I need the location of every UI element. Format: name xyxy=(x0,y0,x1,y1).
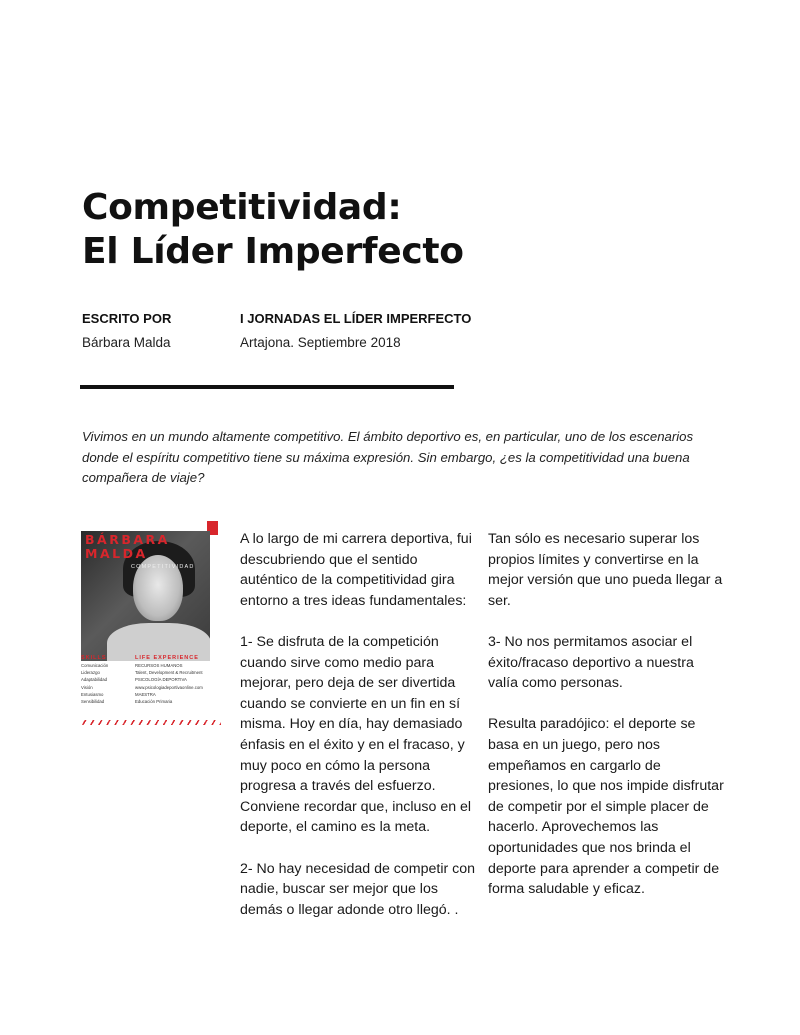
cv-name-line-1: BÁRBARA xyxy=(85,532,170,547)
cv-experience-item: MAESTRA xyxy=(135,691,156,697)
body-paragraph: Tan sólo es necesario superar los propios límites y convertirse en la mejor versión que uno pueda llegar a ser. xyxy=(488,531,723,609)
cv-name-line-2: MALDA xyxy=(85,546,148,561)
author-name: Bárbara Malda xyxy=(82,335,171,350)
cv-skills xyxy=(81,654,108,705)
author-block xyxy=(82,310,171,352)
cv-skill-item: Liderazgo xyxy=(81,670,100,676)
cv-experience-item: Educación Primaria xyxy=(135,699,173,705)
body-paragraph: 2- No hay necesidad de competir con nadie, buscar ser mejor que los demás o llegar adonde otro llegó. . xyxy=(240,860,476,918)
cv-name xyxy=(85,533,170,561)
body-paragraph: Resulta paradójico: el deporte se basa en un juego, pero nos empeñamos en cargarlo de presiones, lo que nos impide disfrutar de competir por el simple placer de hacerlo. Aprovechemos las oportunidades que nos brinda el deporte para aprender a competir de forma saludable y eficaz. xyxy=(488,716,724,898)
cv-skills-heading: SKILLS xyxy=(81,655,107,661)
cv-skill-item: Adaptabilidad xyxy=(81,677,108,683)
cv-skill-item: Entusiasmo xyxy=(81,691,104,697)
cv-skill-item: Visión xyxy=(81,684,93,690)
divider-rule xyxy=(80,385,454,389)
cv-experience xyxy=(135,654,203,705)
column-middle xyxy=(240,529,478,941)
cv-experience-item: Talent, Development & Recruitment xyxy=(135,670,203,676)
cv-stripes xyxy=(81,720,221,725)
title-line-2: El Líder Imperfecto xyxy=(82,231,464,272)
cv-experience-item: PSICOLOGÍA DEPORTIVA xyxy=(135,677,187,683)
cv-experience-heading: LIFE EXPERIENCE xyxy=(135,655,199,661)
body-paragraph: A lo largo de mi carrera deportiva, fui descubriendo que el sentido auténtico de la competitividad gira entorno a tres ideas fundamentales: xyxy=(240,531,472,609)
cv-experience-item: www.psicologiadeportivaonline.com xyxy=(135,684,203,690)
event-block xyxy=(240,310,471,352)
cv-skill-item: Comunicación xyxy=(81,663,109,668)
column-right xyxy=(488,529,726,920)
cv-subtitle: COMPETITIVIDAD xyxy=(131,564,195,570)
body-paragraph: 1- Se disfruta de la competición cuando sirve como medio para mejorar, pero deja de ser divertida cuando se convierte en un fin en sí misma. Hoy en día, hay demasiado énfasis en el éxito y en el fracaso, y muy poco en cómo la persona progresa a través del esfuerzo. Conviene recordar que, incluso en el deporte, el camino es la meta. xyxy=(240,633,472,836)
page-title xyxy=(82,186,464,274)
body-paragraph: 3- No nos permitamos asociar el éxito/fracaso deportivo a nuestra valía como personas. xyxy=(488,633,694,692)
author-label: ESCRITO POR xyxy=(82,311,172,326)
cv-image xyxy=(79,521,223,726)
cv-experience-item: RECURSOS HUMANOS xyxy=(135,663,183,668)
event-detail: Artajona. Septiembre 2018 xyxy=(240,335,401,350)
title-line-1: Competitividad: xyxy=(82,187,402,228)
intro-paragraph: Vivimos en un mundo altamente competitivo. El ámbito deportivo es, en particular, uno de los escenarios donde el espíritu competitivo tiene su máxima expresión. Sin embargo, ¿es la competitividad una buena compañera de viaje? xyxy=(82,429,694,485)
event-label: I JORNADAS EL LÍDER IMPERFECTO xyxy=(240,311,472,326)
cv-skill-item: Sensibilidad xyxy=(81,699,105,705)
